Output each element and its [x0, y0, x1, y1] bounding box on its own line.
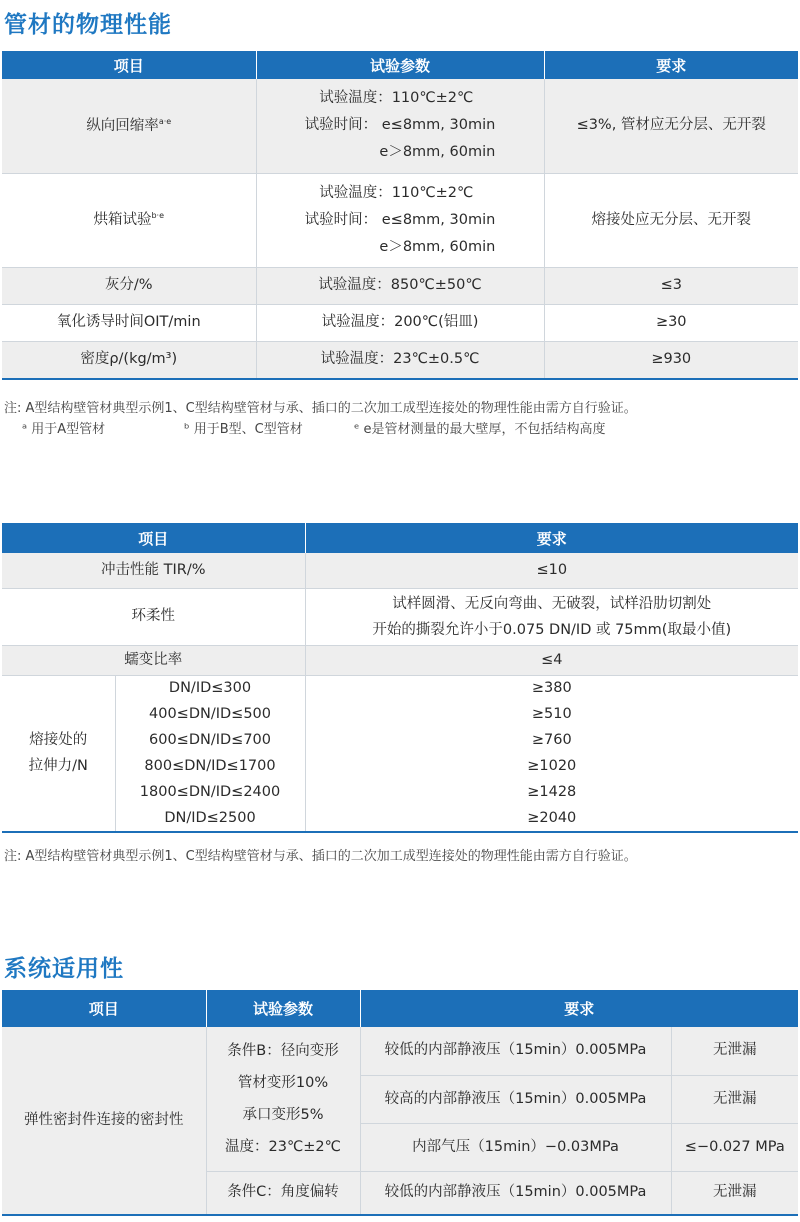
table-row: [2, 553, 798, 588]
requirement-cell: 较低的内部静液压（15min）0.005MPa: [360, 1171, 671, 1215]
row-requirement: ≥30: [544, 304, 798, 341]
row-requirement: ≥380: [305, 675, 798, 701]
row-item: 氧化诱导时间OIT/min: [2, 304, 256, 341]
header-requirement: 要求: [305, 523, 798, 553]
row-params: 试验温度：850℃±50℃: [256, 267, 544, 304]
row-item: 蠕变比率: [2, 645, 305, 675]
footnote-a: ᵃ 用于A型管材: [22, 422, 106, 437]
condition-b-cell: 条件B：径向变形 管材变形10% 承口变形5% 温度：23℃±2℃: [206, 1027, 360, 1171]
row-requirement: ≥1020: [305, 753, 798, 779]
requirement-cell: 内部气压（15min）−0.03MPa: [360, 1123, 671, 1171]
section-title-physical: 管材的物理性能: [4, 12, 172, 38]
condition-c-cell: 条件C：角度偏转: [206, 1171, 360, 1215]
row-params: 试验温度：200℃(铝皿): [256, 304, 544, 341]
section-title-system: 系统适用性: [4, 956, 124, 982]
range-cell: DN/ID≤2500: [115, 805, 305, 832]
table-note: 注: A型结构壁管材典型示例1、C型结构壁管材与承、插口的二次加工成型连接处的物理性能由需方自行验证。 ᵃ 用于A型管材 ᵇ 用于B型、C型管材 ᵉ e是管材测量的最大壁厚，不包括结构高度: [4, 398, 637, 440]
table-row: [2, 173, 798, 267]
table-row: [2, 588, 798, 645]
row-requirement: ≥760: [305, 727, 798, 753]
row-requirement: ≥1428: [305, 779, 798, 805]
row-params: 试验温度：110℃±2℃ 试验时间： e≤8mm, 30min e＞8mm, 60min: [256, 173, 544, 267]
footnote-mark: b·e: [151, 211, 165, 221]
system-suitability-table: [2, 990, 798, 1216]
table-row: [2, 727, 798, 753]
row-item: 环柔性: [2, 588, 305, 645]
row-item: 密度ρ/(kg/m³): [2, 341, 256, 379]
row-requirement: ≥930: [544, 341, 798, 379]
table-header-row: [2, 51, 798, 79]
footnote-e: ᵉ e是管材测量的最大壁厚，不包括结构高度: [354, 422, 606, 437]
row-requirement: ≤3: [544, 267, 798, 304]
table-row: [2, 753, 798, 779]
table-row: [2, 805, 798, 832]
row-requirement: ≥510: [305, 701, 798, 727]
table-row: [2, 79, 798, 173]
mechanical-properties-table: [2, 523, 798, 833]
table-row: [2, 779, 798, 805]
range-cell: 800≤DN/ID≤1700: [115, 753, 305, 779]
result-cell: 无泄漏: [671, 1027, 798, 1075]
result-cell: 无泄漏: [671, 1171, 798, 1215]
row-requirement: 熔接处应无分层、无开裂: [544, 173, 798, 267]
footnote-mark: a·e: [158, 117, 172, 126]
header-requirement: 要求: [544, 51, 798, 79]
table-row: [2, 267, 798, 304]
table-row: [2, 675, 798, 701]
row-item: 烘箱试验$^{b\cdot e}$: [2, 173, 256, 267]
table-row: [2, 1027, 798, 1075]
result-cell: 无泄漏: [671, 1075, 798, 1123]
range-cell: 1800≤DN/ID≤2400: [115, 779, 305, 805]
requirement-cell: 较低的内部静液压（15min）0.005MPa: [360, 1027, 671, 1075]
row-requirement: ≤4: [305, 645, 798, 675]
row-item: 灰分/%: [2, 267, 256, 304]
table-header-row: [2, 523, 798, 553]
header-item: 项目: [2, 523, 305, 553]
table-row: [2, 341, 798, 379]
header-item: 项目: [2, 990, 206, 1027]
row-params: 试验温度：110℃±2℃ 试验时间： e≤8mm, 30min e＞8mm, 60min: [256, 79, 544, 173]
range-cell: DN/ID≤300: [115, 675, 305, 701]
row-item: 冲击性能 TIR/%: [2, 553, 305, 588]
row-requirement: 试样圆滑、无反向弯曲、无破裂，试样沿肋切割处 开始的撕裂允许小于0.075 DN/ID 或 75mm(取最小值): [305, 588, 798, 645]
row-requirement: ≤3%, 管材应无分层、无开裂: [544, 79, 798, 173]
table-row: [2, 304, 798, 341]
table-note: 注: A型结构壁管材典型示例1、C型结构壁管材与承、插口的二次加工成型连接处的物理性能由需方自行验证。: [4, 849, 637, 864]
row-item: 弹性密封件连接的密封性: [2, 1027, 206, 1215]
header-params: 试验参数: [206, 990, 360, 1027]
footnote-b: ᵇ 用于B型、C型管材: [184, 422, 303, 437]
row-requirement: ≤10: [305, 553, 798, 588]
table-header-row: [2, 990, 798, 1027]
result-cell: ≤−0.027 MPa: [671, 1123, 798, 1171]
physical-properties-table: [2, 51, 798, 380]
header-item: 项目: [2, 51, 256, 79]
requirement-cell: 较高的内部静液压（15min）0.005MPa: [360, 1075, 671, 1123]
range-cell: 600≤DN/ID≤700: [115, 727, 305, 753]
range-cell: 400≤DN/ID≤500: [115, 701, 305, 727]
row-requirement: ≥2040: [305, 805, 798, 832]
group-label: 熔接处的 拉伸力/N: [2, 675, 115, 832]
row-item: 纵向回缩率$^{a\cdot e}$: [2, 79, 256, 173]
row-params: 试验温度：23℃±0.5℃: [256, 341, 544, 379]
table-row: [2, 645, 798, 675]
header-params: 试验参数: [256, 51, 544, 79]
table-row: [2, 701, 798, 727]
header-requirement: 要求: [360, 990, 798, 1027]
